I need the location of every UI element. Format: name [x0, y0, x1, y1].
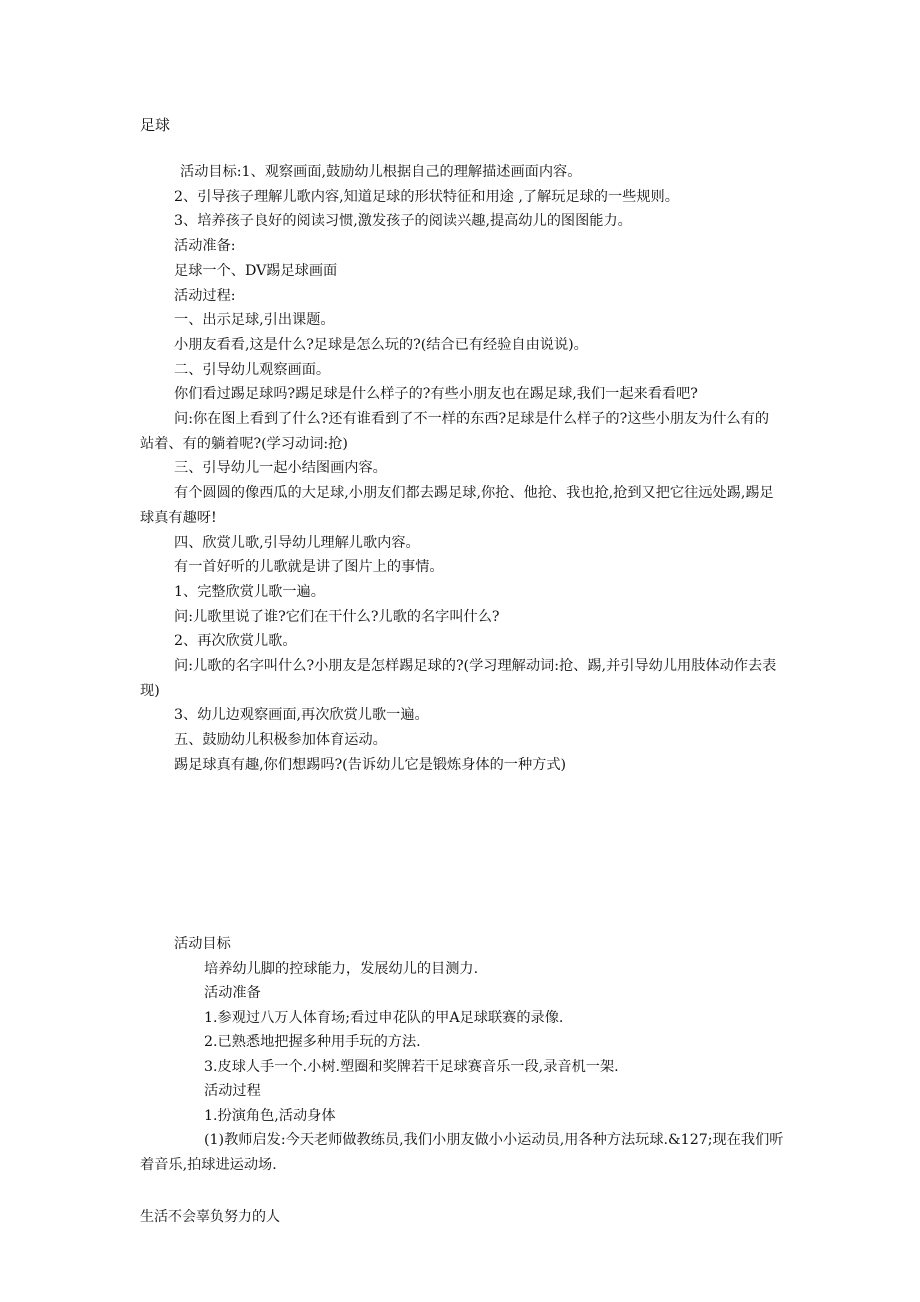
paragraph: 踢足球真有趣,你们想踢吗?(告诉幼儿它是锻炼身体的一种方式): [174, 756, 567, 773]
paragraph: 3、幼儿边观察画面,再次欣赏儿歌一遍。: [174, 707, 429, 724]
paragraph: 二、引导幼儿观察画面。: [174, 361, 331, 378]
paragraph: 足球一个、DV踢足球画面: [174, 262, 338, 279]
page-footer: 生活不会辜负努力的人: [140, 1209, 280, 1225]
lesson-plan-section-2: [140, 932, 790, 1177]
paragraph: 问:儿歌的名字叫什么?小朋友是怎样踢足球的?(学习理解动词:抢、踢,并引导幼儿用肢体动作去表现): [140, 658, 777, 699]
paragraph: 3、培养孩子良好的阅读习惯,激发孩子的阅读兴趣,提高幼儿的图图能力。: [174, 213, 632, 230]
document-title: 足球: [140, 116, 171, 134]
paragraph: 2、引导孩子理解儿歌内容,知道足球的形状特征和用途 ,了解玩足球的一些规则。: [174, 188, 679, 205]
section-heading: 活动过程: [204, 1083, 261, 1099]
paragraph: 活动准备:: [174, 238, 236, 255]
paragraph: 2.已熟悉地把握多种用手玩的方法.: [204, 1034, 421, 1050]
paragraph: 你们看过踢足球吗?踢足球是什么样子的?有些小朋友也在踢足球,我们一起来看看吧?: [174, 386, 698, 403]
paragraph: 有个圆圆的像西瓜的大足球,小朋友们都去踢足球,你抢、他抢、我也抢,抢到又把它往远处踢,踢足球真有趣呀!: [140, 485, 774, 526]
paragraph: 1、完整欣赏儿歌一遍。: [174, 583, 325, 600]
paragraph: 1.参观过八万人体育场;看过申花队的甲A足球联赛的录像.: [204, 1009, 564, 1026]
section-heading: 活动准备: [204, 985, 261, 1001]
paragraph: 一、出示足球,引出课题。: [174, 312, 335, 329]
paragraph: 活动过程:: [174, 287, 236, 304]
paragraph: 问:儿歌里说了谁?它们在干什么?儿歌的名字叫什么?: [174, 608, 500, 625]
section-heading: 活动目标: [174, 936, 231, 952]
paragraph: 小朋友看看,这是什么?足球是怎么玩的?(结合已有经验自由说说)。: [174, 336, 588, 353]
paragraph: 有一首好听的儿歌就是讲了图片上的事情。: [174, 559, 444, 576]
paragraph: 四、欣赏儿歌,引导幼儿理解儿歌内容。: [174, 534, 420, 551]
lesson-plan-section-1: [140, 160, 780, 778]
paragraph: 三、引导幼儿一起小结图画内容。: [174, 460, 387, 477]
paragraph: 培养幼儿脚的控球能力，发展幼儿的目测力.: [204, 960, 479, 977]
paragraph: 问:你在图上看到了什么?还有谁看到了不一样的东西?足球是什么样子的?这些小朋友为什么有的站着、有的躺着呢?(学习动词:抢): [140, 411, 770, 452]
paragraph: 活动目标:1、观察画面,鼓励幼儿根据自己的理解描述画面内容。: [180, 164, 582, 180]
paragraph: 2、再次欣赏儿歌。: [174, 633, 297, 650]
paragraph: (1)教师启发:今天老师做教练员,我们小朋友做小小运动员,用各种方法玩球.&127;现在我们听着音乐,拍球进运动场.: [140, 1132, 784, 1173]
paragraph: 3.皮球人手一个.小树.塑圈和奖牌若干足球赛音乐一段,录音机一架.: [204, 1058, 619, 1075]
paragraph: 1.扮演角色,活动身体: [204, 1107, 336, 1124]
paragraph: 五、鼓励幼儿积极参加体育运动。: [174, 732, 387, 749]
